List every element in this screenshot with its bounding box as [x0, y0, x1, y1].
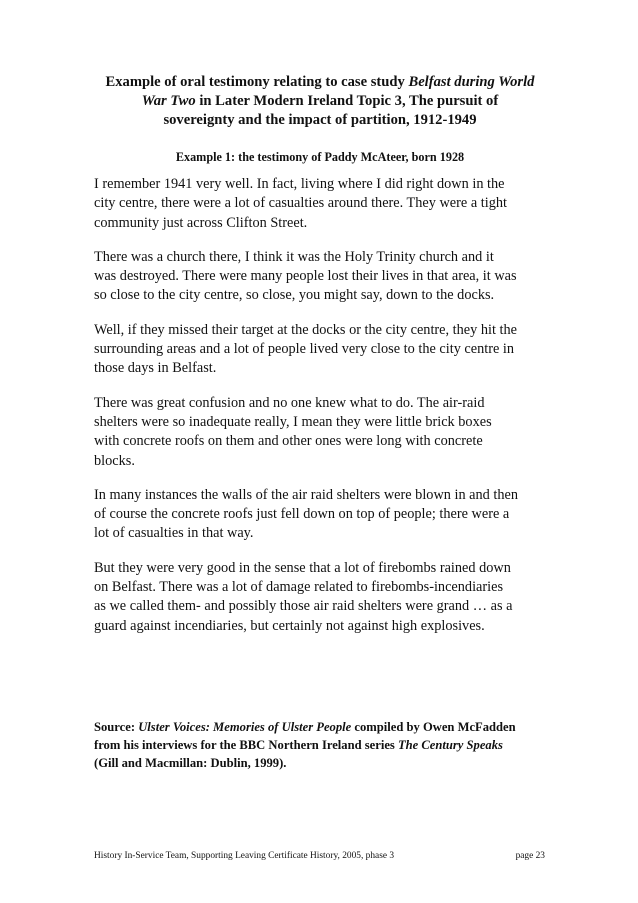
paragraph-line: There was a church there, I think it was the Holy Trinity church and it — [94, 248, 494, 265]
source-book-title: Ulster Voices: Memories of Ulster People — [138, 720, 352, 734]
paragraph-line: of course the concrete roofs just fell down on top of people; there were a — [94, 506, 510, 523]
paragraph-line: those days in Belfast. — [94, 360, 217, 377]
testimony-paragraph — [94, 248, 554, 306]
paragraph-line: shelters were so inadequate really, I mean they were little brick boxes — [94, 413, 492, 430]
source-label: Source: — [94, 720, 139, 734]
paragraph-line: with concrete roofs on them and other ones were long with concrete — [94, 433, 483, 450]
source-line-1 — [94, 718, 554, 736]
paragraph-line: But they were very good in the sense that a lot of firebombs rained down — [94, 559, 511, 576]
paragraph-line: guard against incendiaries, but certainly not against high explosives. — [94, 617, 485, 634]
paragraph-line: as we called them- and possibly those air raid shelters were grand … as a — [94, 598, 513, 615]
title-line-1 — [90, 73, 550, 92]
testimony-paragraph — [94, 559, 554, 636]
paragraph-line: lot of casualties in that way. — [94, 525, 254, 542]
title-line-3: sovereignty and the impact of partition, 1912-1949 — [163, 112, 477, 128]
title-case-study-italic: Belfast during World — [408, 74, 535, 90]
testimony-paragraph — [94, 394, 554, 471]
example-subtitle: Example 1: the testimony of Paddy McAteer, born 1928 — [175, 150, 465, 164]
footer-credit: History In-Service Team, Supporting Leaving Certificate History, 2005, phase 3 — [94, 851, 395, 861]
title-line-2 — [90, 92, 550, 111]
paragraph-line: There was great confusion and no one knew what to do. The air-raid — [94, 394, 485, 411]
testimony-paragraph — [94, 486, 554, 544]
source-line-3: (Gill and Macmillan: Dublin, 1999). — [94, 756, 287, 770]
page-number: page 23 — [515, 851, 545, 861]
testimony-paragraph — [94, 175, 554, 233]
testimony-paragraph — [94, 321, 554, 379]
paragraph-line: surrounding areas and a lot of people lived very close to the city centre in — [94, 341, 515, 358]
testimony-body — [94, 175, 554, 651]
paragraph-line: I remember 1941 very well. In fact, living where I did right down in the — [94, 176, 505, 192]
paragraph-line: so close to the city centre, so close, you might say, down to the docks. — [94, 287, 495, 304]
source-interviews: from his interviews for the BBC Northern Ireland series — [94, 738, 398, 752]
source-series-title: The Century Speaks — [397, 738, 503, 752]
title-case-study-italic-cont: War Two — [141, 93, 196, 109]
paragraph-line: city centre, there were a lot of casualties around there. They were a tight — [94, 195, 507, 212]
title-text: in Later Modern Ireland Topic 3, The pursuit of — [195, 93, 499, 109]
paragraph-line: was destroyed. There were many people lost their lives in that area, it was — [94, 268, 517, 285]
title-text: Example of oral testimony relating to case study — [105, 74, 409, 90]
source-compiler: compiled by Owen McFadden — [351, 720, 516, 734]
document-title — [90, 73, 550, 130]
source-citation — [94, 718, 554, 772]
paragraph-line: community just across Clifton Street. — [94, 214, 308, 231]
source-line-2 — [94, 736, 554, 754]
paragraph-line: In many instances the walls of the air raid shelters were blown in and then — [94, 486, 519, 503]
paragraph-line: blocks. — [94, 452, 135, 469]
paragraph-line: Well, if they missed their target at the docks or the city centre, they hit the — [94, 321, 517, 338]
paragraph-line: on Belfast. There was a lot of damage related to firebombs-incendiaries — [94, 579, 504, 596]
